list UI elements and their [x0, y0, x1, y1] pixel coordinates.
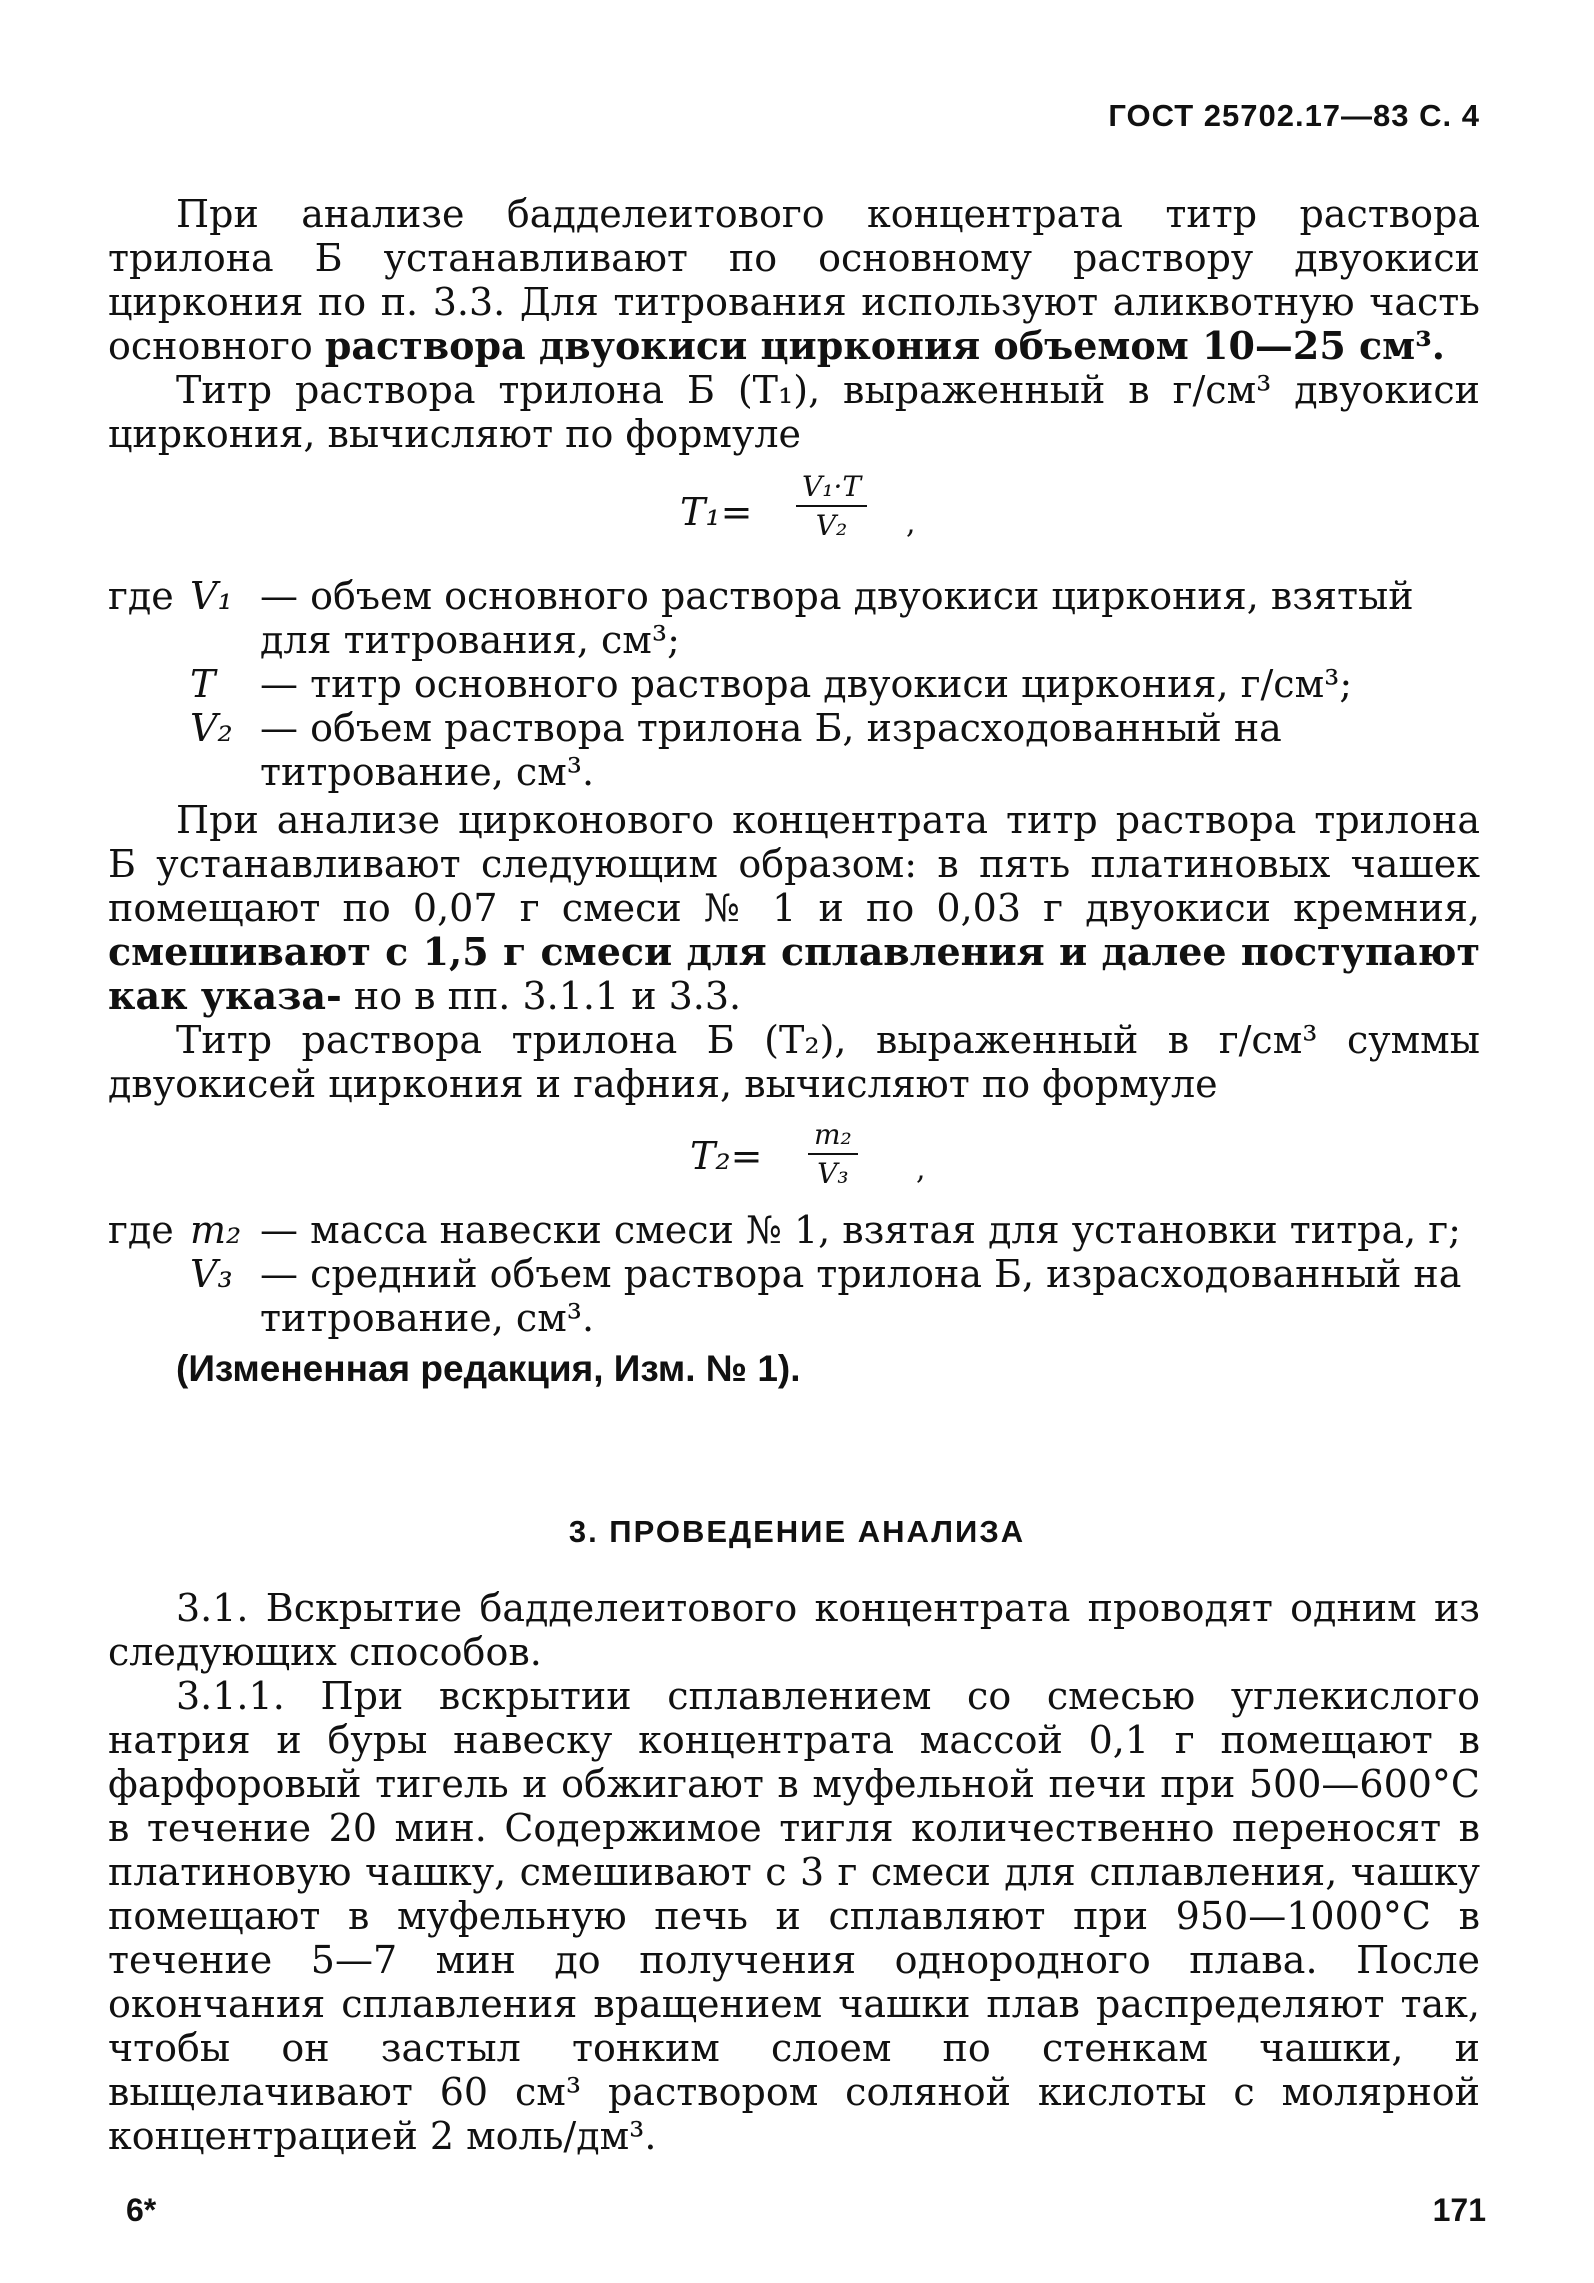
legend-1-text-2: — титр основного раствора двуокиси циркония, г/см³; [260, 662, 1353, 706]
paragraph-3-bold: смешивают с 1,5 г смеси для сплавления и далее поступают как указа- [108, 929, 1480, 1018]
paragraph-block-3 [108, 1586, 1480, 2158]
formula-1-lhs: T₁= [680, 490, 753, 534]
legend-1 [108, 574, 1480, 794]
legend-2-row-2 [108, 1252, 1480, 1340]
paragraph-3: При анализе цирконового концентрата титр раствора трилона Б устанавливают следующим образом: в пять платиновых чашек помещают по 0,07 г смеси № 1 и по 0,03 г двуокиси кремния, [108, 798, 1480, 930]
paragraph-4: Титр раствора трилона Б (T₂), выраженный в г/см³ суммы двуокисей циркония и гафния, вычисляют по формуле [108, 1018, 1480, 1106]
paragraph-1: При анализе бадделеитового концентрата титр раствора трилона Б устанавливают по основному раствору двуокиси циркония по п. 3.3. Для титрования используют аликвотную часть основного [108, 192, 1480, 368]
legend-2-row-1 [108, 1208, 1480, 1252]
formula-2-denominator: V₃ [817, 1157, 849, 1190]
legend-1-row-2 [108, 662, 1480, 706]
legend-1-row-1 [108, 574, 1480, 662]
paragraph-1-end: раствора двуокиси циркония объемом 10—25 см³. [324, 323, 1446, 368]
formula-2-comma: , [916, 1152, 926, 1187]
legend-2 [108, 1208, 1480, 1340]
formula-2-lhs: T₂= [690, 1134, 763, 1178]
page-header: ГОСТ 25702.17—83 С. 4 [1108, 98, 1480, 133]
legend-2-symbol-1: m₂ [190, 1208, 242, 1252]
legend-2-text-2: — средний объем раствора трилона Б, израсходованный на титрование, см³. [260, 1252, 1462, 1340]
legend-1-intro: где [108, 574, 174, 618]
paragraph-3-1: 3.1. Вскрытие бадделеитового концентрата проводят одним из следующих способов. [108, 1586, 1480, 1674]
legend-1-symbol-1: V₁ [190, 574, 233, 618]
legend-1-symbol-2: T [190, 662, 216, 706]
formula-2-fraction [808, 1118, 858, 1190]
legend-2-text-1: — масса навески смеси № 1, взятая для установки титра, г; [260, 1208, 1461, 1252]
legend-1-text-1: — объем основного раствора двуокиси циркония, взятый для титрования, см³; [260, 574, 1414, 662]
legend-1-symbol-3: V₂ [190, 706, 233, 750]
formula-1-denominator: V₂ [815, 509, 848, 542]
paragraph-2: Титр раствора трилона Б (T₁), выраженный в г/см³ двуокиси циркония, вычисляют по формуле [108, 368, 1480, 456]
footer-mark: 6* [126, 2192, 157, 2228]
formula-1-comma: , [906, 506, 916, 541]
paragraph-3-1-1: 3.1.1. При вскрытии сплавлением со смесью углекислого натрия и буры навеску концентрата массой 0,1 г помещают в фарфоровый тигель и обжигают в муфельной печи при 500—600°С в течение 20 мин. Содержимое тигля количественно переносят в платиновую чашку, смешивают с 3 г смеси для сплавления, чашку помещают в муфельную печь и сплавляют при 950—1000°С в течение 5—7 мин до получения однородного плава. После окончания сплавления вращением чашки плав распределяют так, чтобы он застыл тонким слоем по стенкам чашки, и выщелачивают 60 см³ раствором соляной кислоты с молярной концентрацией 2 моль/дм³. [108, 1674, 1480, 2158]
formula-2-numerator: m₂ [808, 1118, 858, 1155]
paragraph-block-2 [108, 798, 1480, 1106]
paragraph-block-1 [108, 192, 1480, 456]
formula-1-fraction [796, 470, 867, 542]
formula-1-numerator: V₁·T [796, 470, 867, 507]
paragraph-3-end: но в пп. 3.1.1 и 3.3. [353, 974, 742, 1018]
legend-1-text-3: — объем раствора трилона Б, израсходованный на титрование, см³. [260, 706, 1282, 794]
legend-1-row-3 [108, 706, 1480, 794]
page-number: 171 [1432, 2192, 1486, 2228]
legend-2-symbol-2: V₃ [190, 1252, 233, 1296]
legend-2-intro: где [108, 1208, 174, 1252]
amendment-note: (Измененная редакция, Изм. № 1). [176, 1348, 801, 1389]
section-title: 3. ПРОВЕДЕНИЕ АНАЛИЗА [568, 1514, 1026, 1549]
